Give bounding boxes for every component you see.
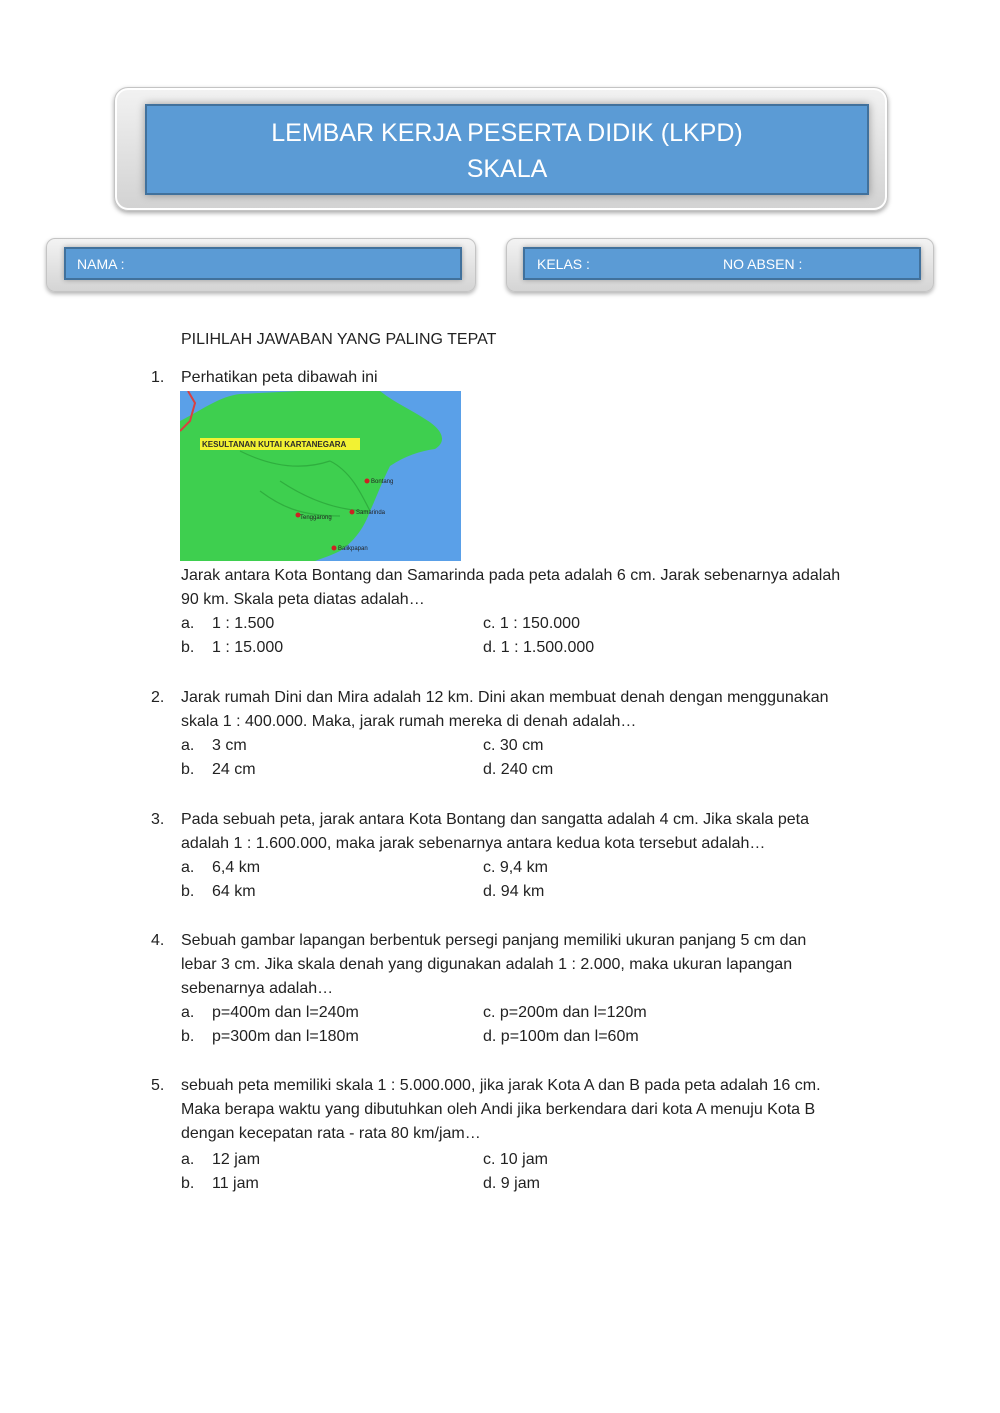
question-line: dengan kecepatan rata - rata 80 km/jam… (181, 1125, 481, 1142)
question-number: 3. (151, 811, 165, 828)
option-letter: b. (181, 1175, 195, 1192)
samarinda-marker (350, 510, 355, 515)
question-line: sebenarnya adalah… (181, 980, 334, 997)
option-b[interactable]: 24 cm (212, 761, 256, 778)
question-number: 5. (151, 1077, 165, 1094)
option-letter: b. (181, 1028, 195, 1045)
option-letter: b. (181, 761, 195, 778)
option-letter: a. (181, 859, 195, 876)
class-box[interactable] (523, 247, 921, 280)
worksheet-title: LEMBAR KERJA PESERTA DIDIK (LKPD) (271, 119, 743, 147)
question-line: 90 km. Skala peta diatas adalah… (181, 591, 425, 608)
option-d[interactable]: d. 9 jam (483, 1175, 540, 1192)
worksheet-subtitle: SKALA (466, 155, 548, 183)
option-c[interactable]: c. 9,4 km (483, 859, 548, 876)
name-box[interactable] (64, 247, 462, 280)
question-intro: Perhatikan peta dibawah ini (181, 369, 378, 386)
map-image (180, 391, 461, 561)
option-d[interactable]: d. 1 : 1.500.000 (483, 639, 595, 656)
place-label: Balikpapan (338, 546, 368, 552)
question-line: adalah 1 : 1.600.000, maka jarak sebenarnya antara kedua kota tersebut adalah… (181, 835, 766, 852)
question-line: sebuah peta memiliki skala 1 : 5.000.000, jika jarak Kota A dan B pada peta adalah 16 cm. (181, 1077, 821, 1094)
balikpapan-marker (332, 546, 337, 551)
map-title: KESULTANAN KUTAI KARTANEGARA (202, 440, 347, 449)
option-a[interactable]: 12 jam (212, 1151, 261, 1168)
option-c[interactable]: c. 1 : 150.000 (483, 615, 580, 632)
option-b[interactable]: 11 jam (212, 1175, 259, 1192)
option-a[interactable]: p=400m dan l=240m (212, 1004, 359, 1021)
question-number: 1. (151, 369, 165, 386)
option-a[interactable]: 3 cm (212, 737, 247, 754)
name-label: NAMA : (77, 256, 125, 272)
option-c[interactable]: c. p=200m dan l=120m (483, 1004, 647, 1021)
option-b[interactable]: 1 : 15.000 (212, 639, 284, 656)
option-letter: b. (181, 639, 195, 656)
question-line: Pada sebuah peta, jarak antara Kota Bontang dan sangatta adalah 4 cm. Jika skala peta (181, 811, 809, 828)
option-b[interactable]: p=300m dan l=180m (212, 1028, 359, 1045)
option-d[interactable]: d. 240 cm (483, 761, 554, 778)
question-line: Sebuah gambar lapangan berbentuk persegi panjang memiliki ukuran panjang 5 cm dan (181, 932, 807, 949)
instruction-text: PILIHLAH JAWABAN YANG PALING TEPAT (181, 331, 497, 348)
option-letter: b. (181, 883, 195, 900)
absen-label: NO ABSEN : (723, 256, 803, 272)
class-label: KELAS : (537, 256, 590, 272)
option-c[interactable]: c. 30 cm (483, 737, 544, 754)
place-label: Tenggarong (300, 515, 332, 521)
question-line: Jarak rumah Dini dan Mira adalah 12 km. Dini akan membuat denah dengan menggunakan (181, 689, 829, 706)
option-letter: a. (181, 615, 195, 632)
question-line: lebar 3 cm. Jika skala denah yang digunakan adalah 1 : 2.000, maka ukuran lapangan (181, 956, 793, 973)
option-a[interactable]: 1 : 1.500 (212, 615, 275, 632)
option-c[interactable]: c. 10 jam (483, 1151, 548, 1168)
question-line: skala 1 : 400.000. Maka, jarak rumah mereka di denah adalah… (181, 713, 637, 730)
option-letter: a. (181, 737, 195, 754)
option-d[interactable]: d. p=100m dan l=60m (483, 1028, 639, 1045)
title-banner (145, 104, 869, 195)
option-a[interactable]: 6,4 km (212, 859, 261, 876)
option-b[interactable]: 64 km (212, 883, 256, 900)
question-number: 4. (151, 932, 165, 949)
question-line: Maka berapa waktu yang dibutuhkan oleh Andi jika berkendara dari kota A menuju Kota B (181, 1101, 816, 1118)
place-label: Samarinda (356, 510, 386, 516)
bontang-marker (365, 479, 370, 484)
question-number: 2. (151, 689, 165, 706)
place-label: Bontang (371, 479, 394, 485)
question-line: Jarak antara Kota Bontang dan Samarinda pada peta adalah 6 cm. Jarak sebenarnya adalah (181, 567, 841, 584)
option-letter: a. (181, 1004, 195, 1021)
option-letter: a. (181, 1151, 195, 1168)
option-d[interactable]: d. 94 km (483, 883, 545, 900)
